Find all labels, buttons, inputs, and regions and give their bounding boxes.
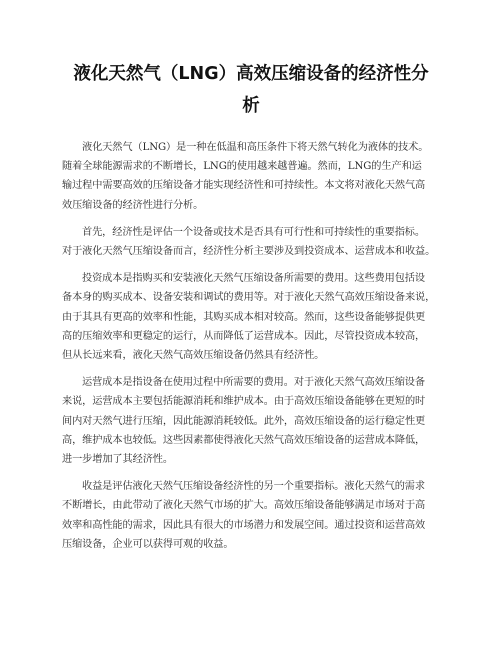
title-line: 析 [242,96,260,116]
paragraph-line: 随着全球能源需求的不断增长，LNG的使用越来越普遍。然而，LNG的生产和运 [62,161,422,173]
paragraph-line: 但从长远来看，液化天然气高效压缩设备仍然具有经济性。 [62,350,325,362]
paragraph-revenue [62,477,442,554]
paragraph-line: 由于其具有更高的效率和性能，其购买成本相对较高。然而，这些设备能够提供更 [62,311,426,323]
paragraph-line: 高的压缩效率和更稳定的运行，从而降低了运营成本。因此，尽管投资成本较高， [62,330,426,342]
paragraph-line: 进一步增加了其经济性。 [62,454,173,466]
document-title [60,58,442,122]
paragraph-operating-cost [62,373,442,469]
paragraph-economics [62,223,442,261]
paragraph-line: 投资成本是指购买和安装液化天然气压缩设备所需要的费用。这些费用包括设 [82,273,425,285]
paragraph-line: 效率和高性能的需求，因此具有很大的市场潜力和发展空间。通过投资和运营高效 [62,519,426,531]
paragraph-line: 对于液化天然气压缩设备而言，经济性分析主要涉及到投资成本、运营成本和收益。 [62,246,436,258]
paragraph-line: 液化天然气（LNG）是一种在低温和高压条件下将天然气转化为液体的技术。 [82,142,429,153]
paragraph-investment-cost [62,269,442,365]
paragraph-line: 不断增长，由此带动了液化天然气市场的扩大。高效压缩设备能够满足市场对于高 [62,500,426,512]
paragraph-line: 备本身的购买成本、设备安装和调试的费用等。对于液化天然气高效压缩设备来说， [62,292,436,304]
title-line: 液化天然气（LNG）高效压缩设备的经济性分 [73,64,429,84]
paragraph-line: 首先，经济性是评估一个设备或技术是否具有可行性和可持续性的重要指标。 [82,226,425,238]
paragraph-line: 来说，运营成本主要包括能源消耗和维护成本。由于高效压缩设备能够在更短的时 [62,396,426,408]
paragraph-line: 压缩设备，企业可以获得可观的收益。 [62,538,234,550]
paragraph-line: 效压缩设备的经济性进行分析。 [62,199,204,211]
paragraph-line: 收益是评估液化天然气压缩设备经济性的另一个重要指标。液化天然气的需求 [82,481,425,493]
paragraph-line: 输过程中需要高效的压缩设备才能实现经济性和可持续性。本文将对液化天然气高 [62,180,426,192]
paragraph-intro [62,138,442,215]
paragraph-line: 高，维护成本也较低。这些因素都使得液化天然气高效压缩设备的运营成本降低， [62,434,426,446]
paragraph-line: 间内对天然气进行压缩，因此能源消耗较低。此外，高效压缩设备的运行稳定性更 [62,415,426,427]
document-body [62,138,442,562]
paragraph-line: 运营成本是指设备在使用过程中所需要的费用。对于液化天然气高效压缩设备 [82,377,425,389]
